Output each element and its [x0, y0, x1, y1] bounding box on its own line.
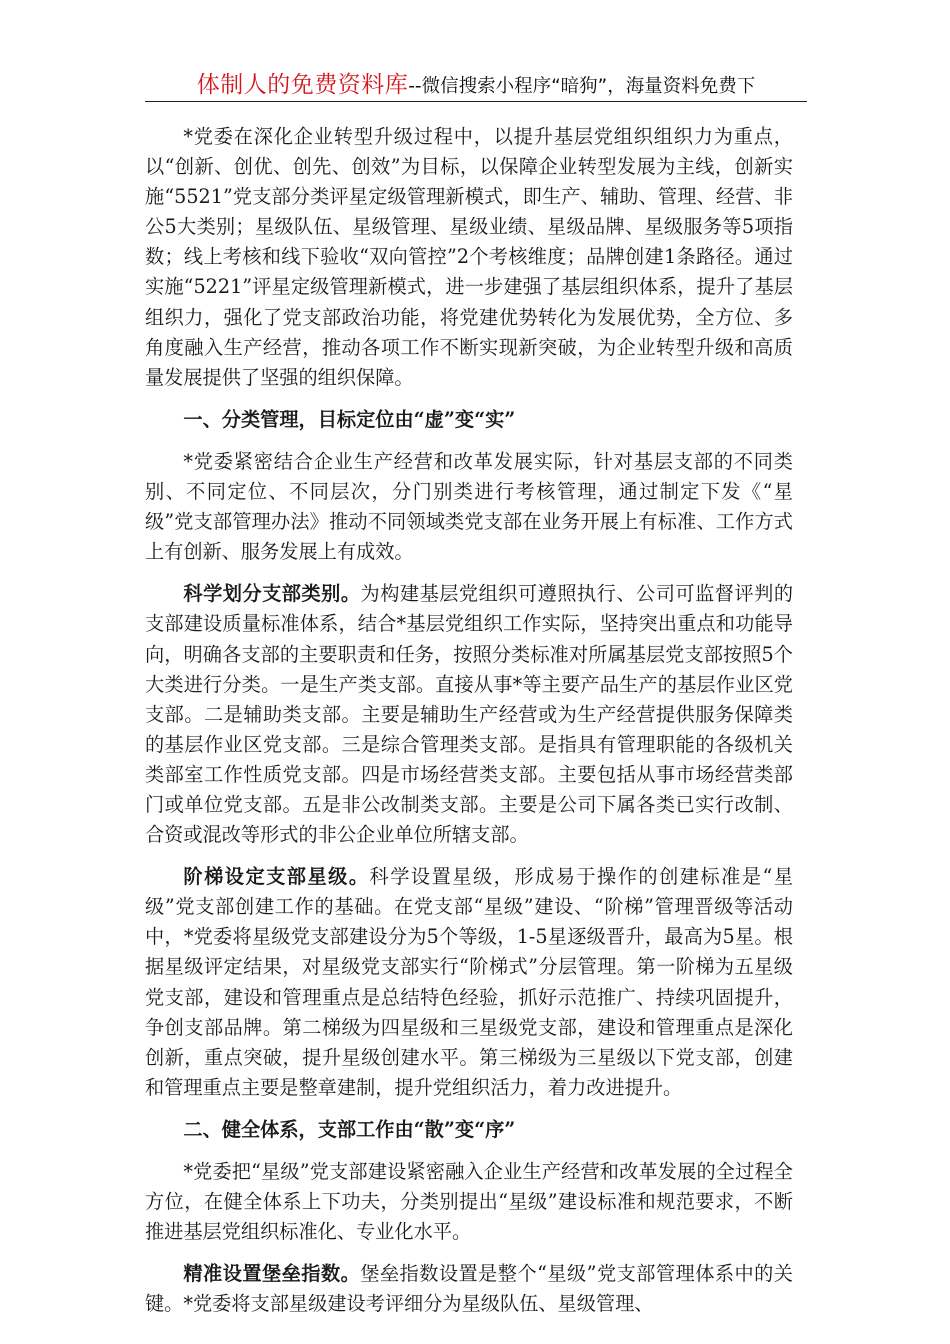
header-divider: [145, 101, 807, 102]
intro-paragraph: *党委在深化企业转型升级过程中，以提升基层党组织组织力为重点，以“创新、创优、创先、创效”为目标，以保障企业转型发展为主线，创新实施“5521”党支部分类评星定级管理新模式，即生产、辅助、管理、经营、非公5大类别；星级队伍、星级管理、星级业绩、星级品牌、星级服务等5项指数；线上考核和线下验收“双向管控”2个考核维度；品牌创建1条路径。通过实施“5221”评星定级管理新模式，进一步建强了基层组织体系，提升了基层组织力，强化了党支部政治功能，将党建优势转化为发展优势，全方位、多角度融入生产经营，推动各项工作不断实现新突破，为企业转型升级和高质量发展提供了坚强的组织保障。: [145, 125, 793, 389]
paragraph-2: [145, 579, 793, 850]
header-subtitle: --微信搜索小程序“暗狗”，海量资料免费下: [408, 76, 756, 97]
paragraph-2-lead: 科学划分支部类别。: [183, 582, 361, 606]
article-body: [145, 122, 793, 1331]
paragraph-2-text: 为构建基层党组织可遵照执行、公司可监督评判的支部建设质量标准体系，结合*基层党组织工作实际，坚持突出重点和功能导向，明确各支部的主要职责和任务，按照分类标准对所属基层党支部按照5个大类进行分类。一是生产类支部。直接从事*等主要产品生产的基层作业区党支部。二是辅助类支部。主要是辅助生产经营或为生产经营提供服务保障类的基层作业区党支部。三是综合管理类支部。是指具有管理职能的各级机关类部室工作性质党支部。四是市场经营类支部。主要包括从事市场经营类部门或单位党支部。五是非公改制类支部。主要是公司下属各类已实行改制、合资或混改等形式的非公企业单位所辖支部。: [145, 582, 794, 847]
paragraph-3: [145, 862, 793, 1103]
paragraph-1: *党委紧密结合企业生产经营和改革发展实际，针对基层支部的不同类别、不同定位、不同层次，分门别类进行考核管理，通过制定下发《“星级”党支部管理办法》推动不同领域类党支部在业务开展上有标准、工作方式上有创新、服务发展上有成效。: [145, 449, 793, 564]
section-heading-1: 一、分类管理，目标定位由“虚”变“实”: [183, 407, 516, 431]
paragraph-3-text: 科学设置星级，形成易于操作的创建标准是“星级”党支部创建工作的基础。在党支部“星级”建设、“阶梯”管理晋级等活动中，*党委将星级党支部建设分为5个等级，1-5星逐级晋升，最高为5星。根据星级评定结果，对星级党支部实行“阶梯式”分层管理。第一阶梯为五星级党支部，建设和管理重点是总结特色经验，抓好示范推广、持续巩固提升，争创支部品牌。第二梯级为四星级和三星级党支部，建设和管理重点是深化创新，重点突破，提升星级创建水平。第三梯级为三星级以下党支部，创建和管理重点主要是整章建制，提升党组织活力，着力改进提升。: [145, 865, 794, 1099]
paragraph-4: *党委把“星级”党支部建设紧密融入企业生产经营和改革发展的全过程全方位，在健全体系上下功夫，分类别提出“星级”建设标准和规范要求，不断推进基层党组织标准化、专业化水平。: [145, 1160, 793, 1244]
paragraph-5-text: 堡垒指数设置是整个“星级”党支部管理体系中的关键。*党委将支部星级建设考评细分为星级队伍、星级管理、: [145, 1262, 793, 1316]
paragraph-3-lead: 阶梯设定支部星级。: [183, 865, 370, 889]
page-header: [145, 66, 807, 99]
paragraph-5-lead: 精准设置堡垒指数。: [183, 1262, 361, 1286]
paragraph-5: [145, 1259, 793, 1319]
header-brand: 体制人的免费资料库: [196, 72, 409, 98]
section-heading-2: 二、健全体系，支部工作由“散”变“序”: [183, 1117, 516, 1141]
